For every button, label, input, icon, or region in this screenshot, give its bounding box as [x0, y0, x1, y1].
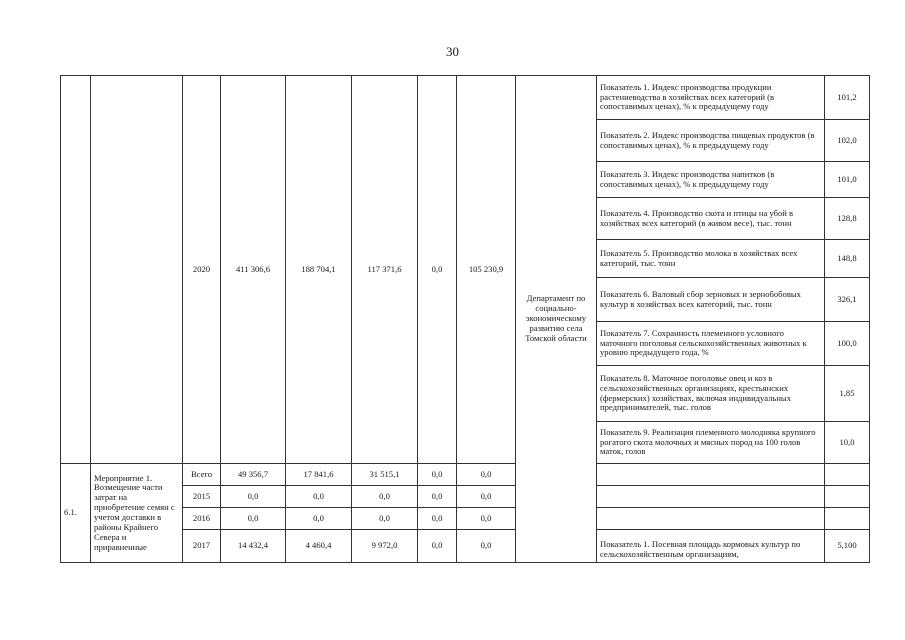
amount-cell: 0,0 [418, 508, 457, 530]
page-number: 30 [446, 44, 459, 59]
amount-cell: 0,0 [457, 508, 516, 530]
indicator-text: Показатель 1. Индекс производства продукции растениеводства в хозяйствах всех категорий (в сопоставимых ценах), % к предыдущему году [597, 76, 825, 120]
table-row [61, 508, 870, 530]
amount-cell: 0,0 [286, 486, 352, 508]
indicator-value [825, 508, 870, 530]
total-cell: 411 306,6 [221, 76, 286, 464]
indicator-text: Показатель 1. Посевная площадь кормовых культур по сельскохозяйственным организациям, [597, 530, 825, 563]
department-cell: Департамент по социально-экономическому развитию села Томской области [516, 76, 597, 563]
year-cell: 2020 [183, 76, 221, 464]
name-cell [91, 76, 183, 464]
number-cell [61, 76, 91, 464]
indicator-value: 102,0 [825, 120, 870, 162]
amount-cell: 0,0 [457, 464, 516, 486]
amount-cell: 0,0 [352, 486, 418, 508]
amount-cell: 0,0 [286, 508, 352, 530]
amount-cell: 9 972,0 [352, 530, 418, 563]
indicator-text: Показатель 2. Индекс производства пищевых продуктов (в сопоставимых ценах), % к предыдущему году [597, 120, 825, 162]
table-row [61, 530, 870, 563]
section-number: 6.1. [61, 464, 91, 563]
amount-cell: 17 841,6 [286, 464, 352, 486]
indicator-value [825, 464, 870, 486]
table-row [61, 76, 870, 120]
amount-cell: 0,0 [352, 508, 418, 530]
indicator-text: Показатель 6. Валовый сбор зерновых и зернобобовых культур в хозяйствах всех категорий, тыс. тонн [597, 278, 825, 322]
year-cell: Всего [183, 464, 221, 486]
indicator-value: 101,0 [825, 162, 870, 198]
indicator-text: Показатель 4. Производство скота и птицы на убой в хозяйствах всех категорий (в живом весе), тыс. тонн [597, 198, 825, 240]
indicator-text: Показатель 5. Производство молока в хозяйствах всех категорий, тыс. тонн [597, 240, 825, 278]
indicator-value: 148,8 [825, 240, 870, 278]
indicator-value: 128,8 [825, 198, 870, 240]
year-cell: 2015 [183, 486, 221, 508]
indicator-text [597, 464, 825, 486]
indicator-text: Показатель 3. Индекс производства напитков (в сопоставимых ценах), % к предыдущему году [597, 162, 825, 198]
amount-cell: 0,0 [457, 486, 516, 508]
total-cell: 49 356,7 [221, 464, 286, 486]
amount-cell: 0,0 [418, 464, 457, 486]
indicator-value: 10,0 [825, 422, 870, 464]
amount-cell: 4 460,4 [286, 530, 352, 563]
amount-cell: 188 704,1 [286, 76, 352, 464]
indicator-value: 101,2 [825, 76, 870, 120]
indicator-text: Показатель 8. Маточное поголовье овец и коз в сельскохозяйственных организациях, крестьянских (фермерских) хозяйствах, включая индивидуальных предпринимателей, тыс. голов [597, 366, 825, 422]
program-table [60, 75, 870, 563]
table-row [61, 464, 870, 486]
amount-cell: 0,0 [418, 530, 457, 563]
table-row [61, 486, 870, 508]
indicator-text: Показатель 7. Сохранность племенного условного маточного поголовья сельскохозяйственных животных к уровню предыдущего года, % [597, 322, 825, 366]
amount-cell: 0,0 [418, 76, 457, 464]
amount-cell: 0,0 [418, 486, 457, 508]
section-title: Мероприятие 1. Возмещение части затрат на приобретение семян с учетом доставки в районы Крайнего Севера и приравненные [91, 464, 183, 563]
total-cell: 14 432,4 [221, 530, 286, 563]
total-cell: 0,0 [221, 508, 286, 530]
amount-cell: 105 230,9 [457, 76, 516, 464]
indicator-text [597, 486, 825, 508]
amount-cell: 117 371,6 [352, 76, 418, 464]
indicator-value: 100,0 [825, 322, 870, 366]
amount-cell: 0,0 [457, 530, 516, 563]
indicator-value: 1,85 [825, 366, 870, 422]
indicator-value: 326,1 [825, 278, 870, 322]
indicator-text: Показатель 9. Реализация племенного молодняка крупного рогатого скота молочных и мясных пород на 100 голов маток, голов [597, 422, 825, 464]
year-cell: 2017 [183, 530, 221, 563]
amount-cell: 31 515,1 [352, 464, 418, 486]
total-cell: 0,0 [221, 486, 286, 508]
indicator-text [597, 508, 825, 530]
year-cell: 2016 [183, 508, 221, 530]
indicator-value [825, 486, 870, 508]
indicator-value: 5,100 [825, 530, 870, 563]
